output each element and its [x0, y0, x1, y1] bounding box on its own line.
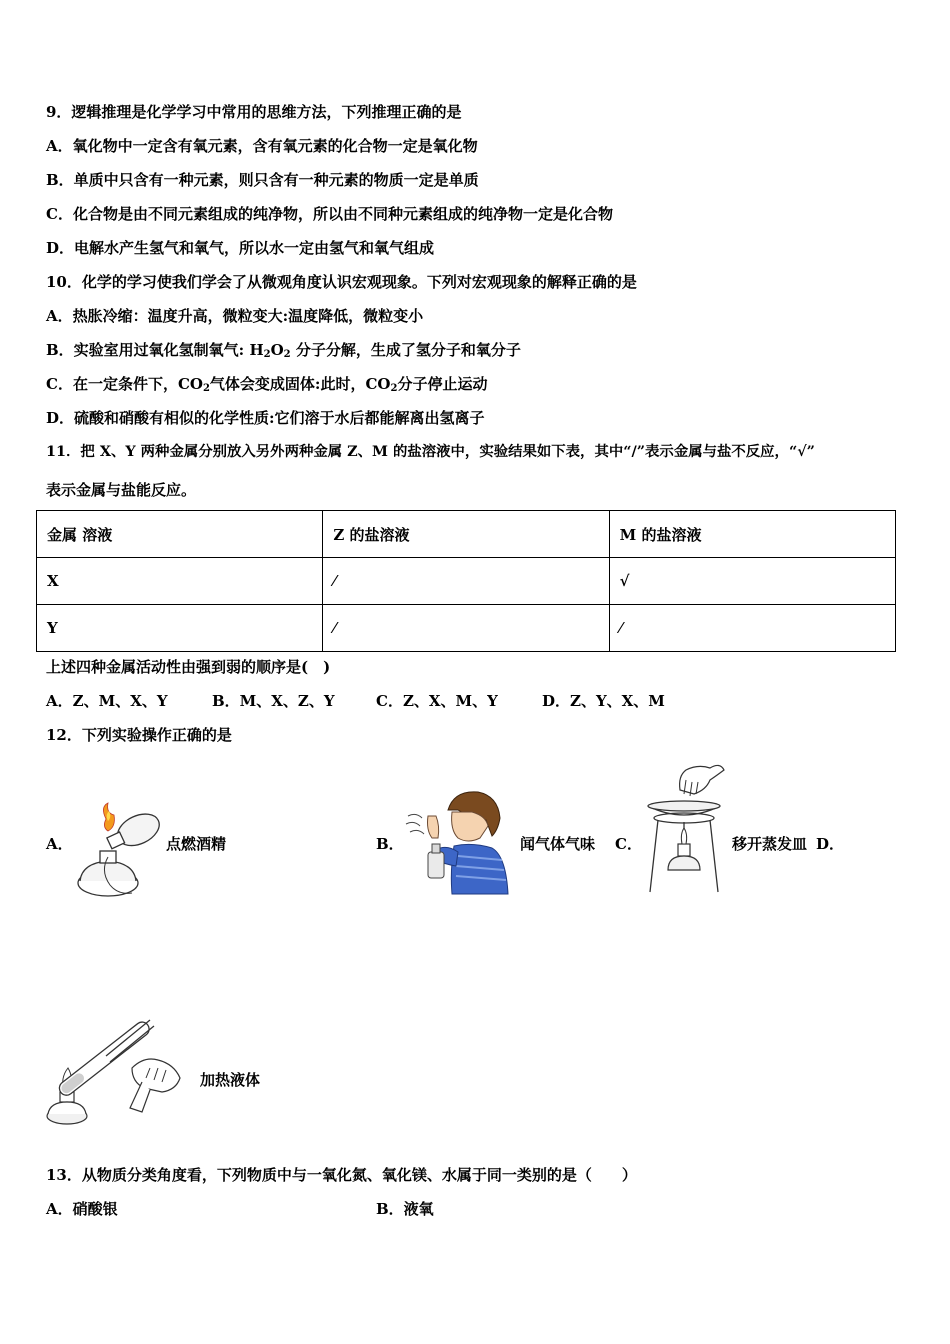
table-header-row — [37, 511, 896, 558]
q13-option-a: A．硝酸银 — [46, 1200, 118, 1218]
q12-option-a-letter: A． — [46, 835, 73, 853]
table-cell: ⁄ — [323, 558, 609, 605]
heating-liquid-illustration — [46, 1016, 192, 1128]
q12-option-d-label: 加热液体 — [200, 1071, 261, 1089]
q10-option-a: A．热胀冷缩：温度升高，微粒变大:温度降低，微粒变小 — [46, 307, 424, 325]
q11-option-c: C．Z、X、M、Y — [376, 692, 498, 710]
q11-question: 上述四种金属活动性由强到弱的顺序是( ) — [46, 658, 331, 676]
q12-option-b-letter: B． — [376, 835, 404, 853]
q9-option-c: C．化合物是由不同元素组成的纯净物，所以由不同种元素组成的纯净物一定是化合物 — [46, 205, 613, 223]
table-cell: Y — [37, 605, 323, 652]
q11-stem-line2: 表示金属与盐能反应。 — [46, 481, 197, 499]
q11-option-a: A．Z、M、X、Y — [46, 692, 168, 710]
q12-option-d-letter: D． — [816, 835, 845, 853]
q9-stem: 9．逻辑推理是化学学习中常用的思维方法，下列推理正确的是 — [46, 103, 462, 121]
smelling-gas-illustration — [402, 786, 514, 898]
q11-stem-line1: 11．把 X、Y 两种金属分别放入另外两种金属 Z、M 的盐溶液中，实验结果如下表，其中“/”表示金属与盐不反应，“√” — [46, 443, 815, 460]
q11-option-d: D．Z、Y、X、M — [542, 692, 665, 710]
q10-option-b: B．实验室用过氧化氢制氧气: $H_2O_2$ 分子分解，生成了氢分子和氧分子 — [46, 341, 521, 360]
q12-stem: 12．下列实验操作正确的是 — [46, 726, 232, 744]
table-cell: ⁄ — [323, 605, 609, 652]
q9-option-b: B．单质中只含有一种元素，则只含有一种元素的物质一定是单质 — [46, 171, 479, 189]
table-row — [37, 605, 896, 652]
q9-option-d: D．电解水产生氢气和氧气，所以水一定由氢气和氧气组成 — [46, 239, 435, 257]
q13-option-b: B．液氧 — [376, 1200, 434, 1218]
evaporating-dish-illustration — [640, 760, 726, 896]
q12-option-b-label: 闻气体气味 — [520, 835, 596, 853]
q10-stem: 10．化学的学习使我们学会了从微观角度认识宏观现象。下列对宏观现象的解释正确的是 — [46, 273, 637, 291]
table-cell: ⁄ — [609, 605, 895, 652]
q12-option-c-label: 移开蒸发皿 — [732, 835, 808, 853]
table-cell: X — [37, 558, 323, 605]
table-header-cell: Z 的盐溶液 — [323, 511, 609, 558]
q11-option-b: B．M、X、Z、Y — [212, 692, 335, 710]
q12-option-c-letter: C． — [615, 835, 642, 853]
q9-option-a: A．氧化物中一定含有氧元素，含有氧元素的化合物一定是氧化物 — [46, 137, 478, 155]
table-header-cell: 金属 溶液 — [37, 511, 323, 558]
q10-option-c: C．在一定条件下，$CO_2$气体会变成固体:此时，$CO_2$分子停止运动 — [46, 375, 488, 394]
table-row — [37, 558, 896, 605]
q13-stem: 13．从物质分类角度看，下列物质中与一氧化氮、氧化镁、水属于同一类别的是（ ） — [46, 1166, 637, 1184]
q12-option-a-label: 点燃酒精 — [166, 835, 227, 853]
q10-option-d: D．硫酸和硝酸有相似的化学性质:它们溶于水后都能解离出氢离子 — [46, 409, 485, 427]
alcohol-lamp-lighting-illustration — [70, 795, 170, 903]
table-header-cell: M 的盐溶液 — [609, 511, 895, 558]
metal-reaction-table — [36, 510, 896, 652]
table-cell: √ — [609, 558, 895, 605]
